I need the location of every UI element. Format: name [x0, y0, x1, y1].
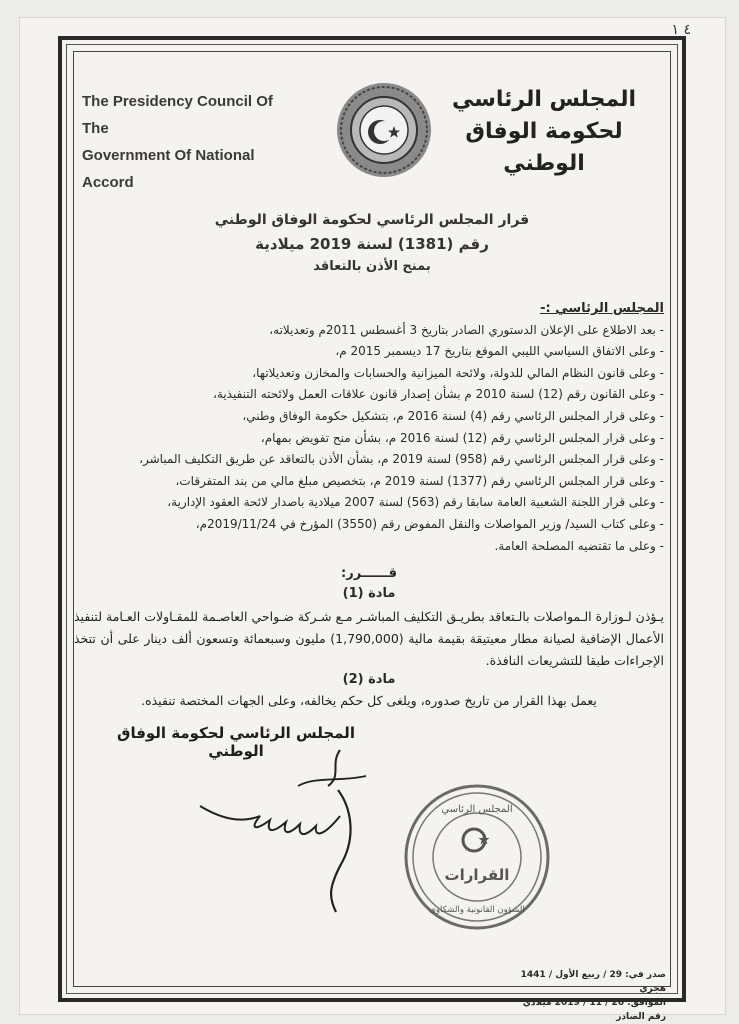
ref-gregorian-date: الموافق: 26 / 11 / 2019 ميلادي	[522, 998, 666, 1008]
preamble-item: - وعلى قانون النظام المالي للدولة، ولائحة الميزانية والحسابات والمخازن وتعديلاتها،	[252, 365, 664, 380]
preamble-item: - وعلى قرار المجلس الرئاسي رقم (1377) لسنة 2019 م، بتخصيص مبلغ مالي من بند المتفرقات،	[175, 473, 664, 488]
header-ar-line2: لحكومة الوفاق الوطني	[465, 119, 623, 176]
decisions-office-stamp	[402, 782, 552, 932]
header-ar-line1: المجلس الرئاسي	[451, 87, 637, 112]
preamble	[74, 298, 664, 557]
header-en-line2: Government Of National Accord	[82, 147, 255, 191]
preamble-list	[74, 320, 664, 558]
title-line3: بمنح الأذن بالتعاقد	[313, 259, 431, 274]
preamble-item: - وعلى قرار المجلس الرئاسي رقم (4) لسنة 2016 م، بتشكيل حكومة الوفاق وطني،	[242, 408, 664, 423]
stamp-center-text: القرارات	[444, 866, 510, 884]
preamble-item: - وعلى الاتفاق السياسي الليبي الموقع بتاريخ 17 ديسمبر 2015 م،	[335, 344, 664, 359]
issue-reference	[496, 968, 666, 1024]
title-line1: قرار المجلس الرئاسي لحكومة الوفاق الوطني	[214, 212, 530, 228]
decision-title	[142, 208, 602, 278]
ref-hijri-date: صدر في: 29 / ربيع الأول / 1441 هجري	[520, 970, 666, 994]
article2-text: يعمل بهذا القرار من تاريخ صدوره، ويلغى كل حكم يخالفه، وعلى الجهات المختصة تنفيذه.	[141, 693, 597, 708]
document-page	[20, 18, 725, 1022]
preamble-item: - وعلى قرار اللجنة الشعبية العامة سابقا رقم (563) لسنة 2007 ميلادية باصدار لائحة العقود الإدارية،	[167, 495, 664, 510]
stamp-top-text: المجلس الرئاسي	[441, 804, 513, 815]
article1-text: يـؤذن لـوزارة الـمواصلات بالـتعاقد بطريـق التكليف المباشـر مـع شـركة ضـواحي العاصـمة للمقـاولات العـامة لتنفيذ الأعمال الإضافية لصيانة مطار معيتيقة بقيمة مالية (1,790,000) مليون وسبعمائة وتسعون ألف دينار على أن تتخذ الإجراءات طبقا للتشريعات النافذة.	[74, 609, 665, 668]
stamp-bottom-text: الشؤون القانونية والشكاوى	[429, 905, 525, 915]
preamble-item: - وعلى كتاب السيد/ وزير المواصلات والنقل المفوض رقم (3550) المؤرخ في 2019/11/24م،	[195, 516, 664, 531]
preamble-label: المجلس الرئاسي :-	[540, 301, 664, 316]
corner-note: ٤ ١	[671, 22, 691, 38]
header-en-line1: The Presidency Council Of The	[82, 93, 273, 137]
article1-title: مادة (1)	[342, 586, 396, 601]
signatory-title: المجلس الرئاسي لحكومة الوفاق الوطني	[117, 724, 355, 760]
header-arabic	[424, 84, 664, 180]
preamble-item: - وعلى قرار المجلس الرئاسي رقم (958) لسنة 2019 م، بشأن الأذن بالتعاقد عن طريق التكليف المباشر،	[139, 452, 664, 467]
header-english	[82, 88, 302, 196]
ref-outgoing-number: رقم الصادر	[616, 1012, 666, 1022]
article2-title: مادة (2)	[342, 672, 396, 687]
document-frame	[58, 36, 686, 1022]
decided-heading: قــــــرر:	[341, 566, 397, 581]
preamble-item: - وعلى ما تقتضيه المصلحة العامة.	[494, 538, 664, 553]
preamble-item: - وعلى القانون رقم (12) لسنة 2010 م بشأن إصدار قانون علاقات العمل ولائحته التنفيذية،	[213, 387, 664, 402]
handwritten-signature	[190, 746, 390, 916]
libya-emblem-icon	[334, 80, 434, 180]
preamble-item: - بعد الاطلاع على الإعلان الدستوري الصادر بتاريخ 3 أغسطس 2011م وتعديلاته،	[269, 322, 664, 337]
preamble-item: - وعلى قرار المجلس الرئاسي رقم (12) لسنة 2016 م، بشأن منح تفويض بمهام،	[260, 430, 664, 445]
title-line2: رقم (1381) لسنة 2019 ميلادية	[255, 235, 489, 253]
